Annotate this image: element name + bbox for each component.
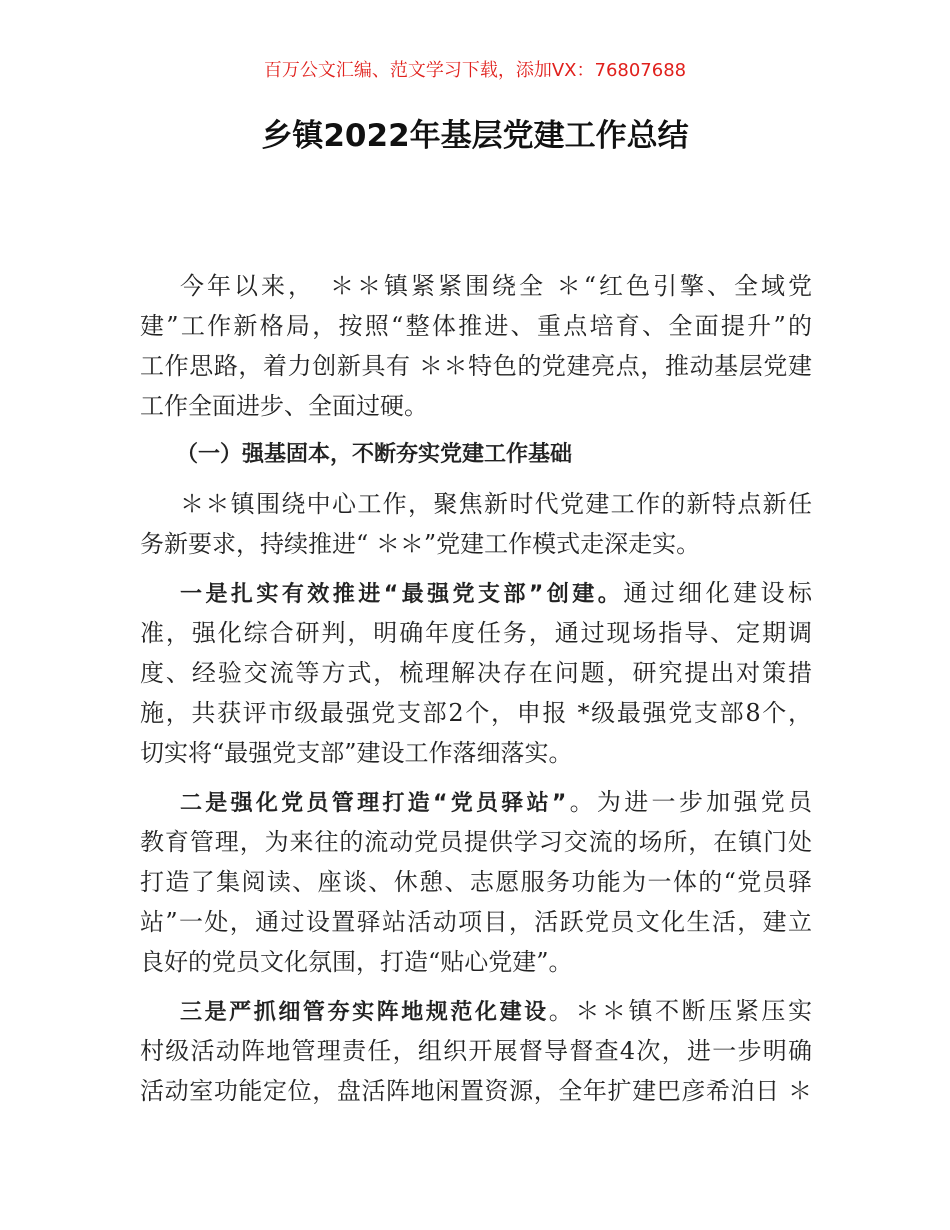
paragraph-section-intro: [140, 484, 812, 564]
text-line: 准，强化综合研判，明确年度任务，通过现场指导、定期调: [140, 619, 812, 647]
text-line: 工作全面进步、全面过硬。: [140, 392, 428, 420]
text-line: 建”工作新格局，按照“整体推进、重点培育、全面提升”的: [140, 312, 812, 340]
text-span: 。＊＊镇不断压紧压实: [548, 997, 812, 1025]
text-line: 活动室功能定位，盘活阵地闲置资源，全年扩建巴彦希泊日 ＊: [140, 1077, 812, 1105]
paragraph-point-2: [140, 782, 812, 982]
point-heading: 二是强化党员管理打造“党员驿站”: [180, 791, 567, 816]
text-line: [140, 991, 812, 1031]
text-line: 务新要求，持续推进“ ＊＊”党建工作模式走深走实。: [140, 530, 701, 558]
point-heading: 三是严抓细管夯实阵地规范化建设: [180, 1000, 549, 1025]
paragraph-point-1: [140, 573, 812, 773]
text-line: 工作思路，着力创新具有 ＊＊特色的党建亮点，推动基层党建: [140, 352, 812, 380]
text-line: 良好的党员文化氛围，打造“贴心党建”。: [140, 948, 573, 976]
watermark-banner: 百万公文汇编、范文学习下载，添加VX：76807688: [263, 60, 687, 81]
paragraph-point-3: [140, 991, 812, 1111]
text-line: 打造了集阅读、座谈、休憩、志愿服务功能为一体的“党员驿: [140, 868, 812, 896]
text-line: 站”一处，通过设置驿站活动项目，活跃党员文化生活，建立: [140, 908, 812, 936]
text-span: 通过细化建设标: [623, 579, 813, 607]
document-title: 乡镇2022年基层党建工作总结: [261, 118, 689, 154]
text-line: 教育管理，为来往的流动党员提供学习交流的场所，在镇门处: [140, 828, 812, 856]
text-line: [140, 573, 812, 613]
text-line: 度、经验交流等方式，梳理解决存在问题，研究提出对策措: [140, 659, 812, 687]
text-line: 切实将“最强党支部”建设工作落细落实。: [140, 739, 573, 767]
paragraph-intro: [140, 266, 812, 426]
text-line: [140, 782, 812, 822]
document-body: [140, 266, 812, 1111]
text-line: 村级活动阵地管理责任，组织开展督导督查4次，进一步明确: [140, 1037, 812, 1065]
point-heading: 一是扎实有效推进“最强党支部”创建。: [180, 582, 624, 607]
text-span: 。为进一步加强党员: [566, 788, 812, 816]
text-line: 今年以来， ＊＊镇紧紧围绕全 ＊“红色引擎、全域党: [180, 272, 812, 300]
text-line: ＊＊镇围绕中心工作，聚焦新时代党建工作的新特点新任: [180, 490, 812, 518]
section-heading: （一）强基固本，不断夯实党建工作基础: [176, 442, 573, 467]
text-line: 施，共获评市级最强党支部2个，申报 *级最强党支部8个，: [140, 699, 812, 727]
